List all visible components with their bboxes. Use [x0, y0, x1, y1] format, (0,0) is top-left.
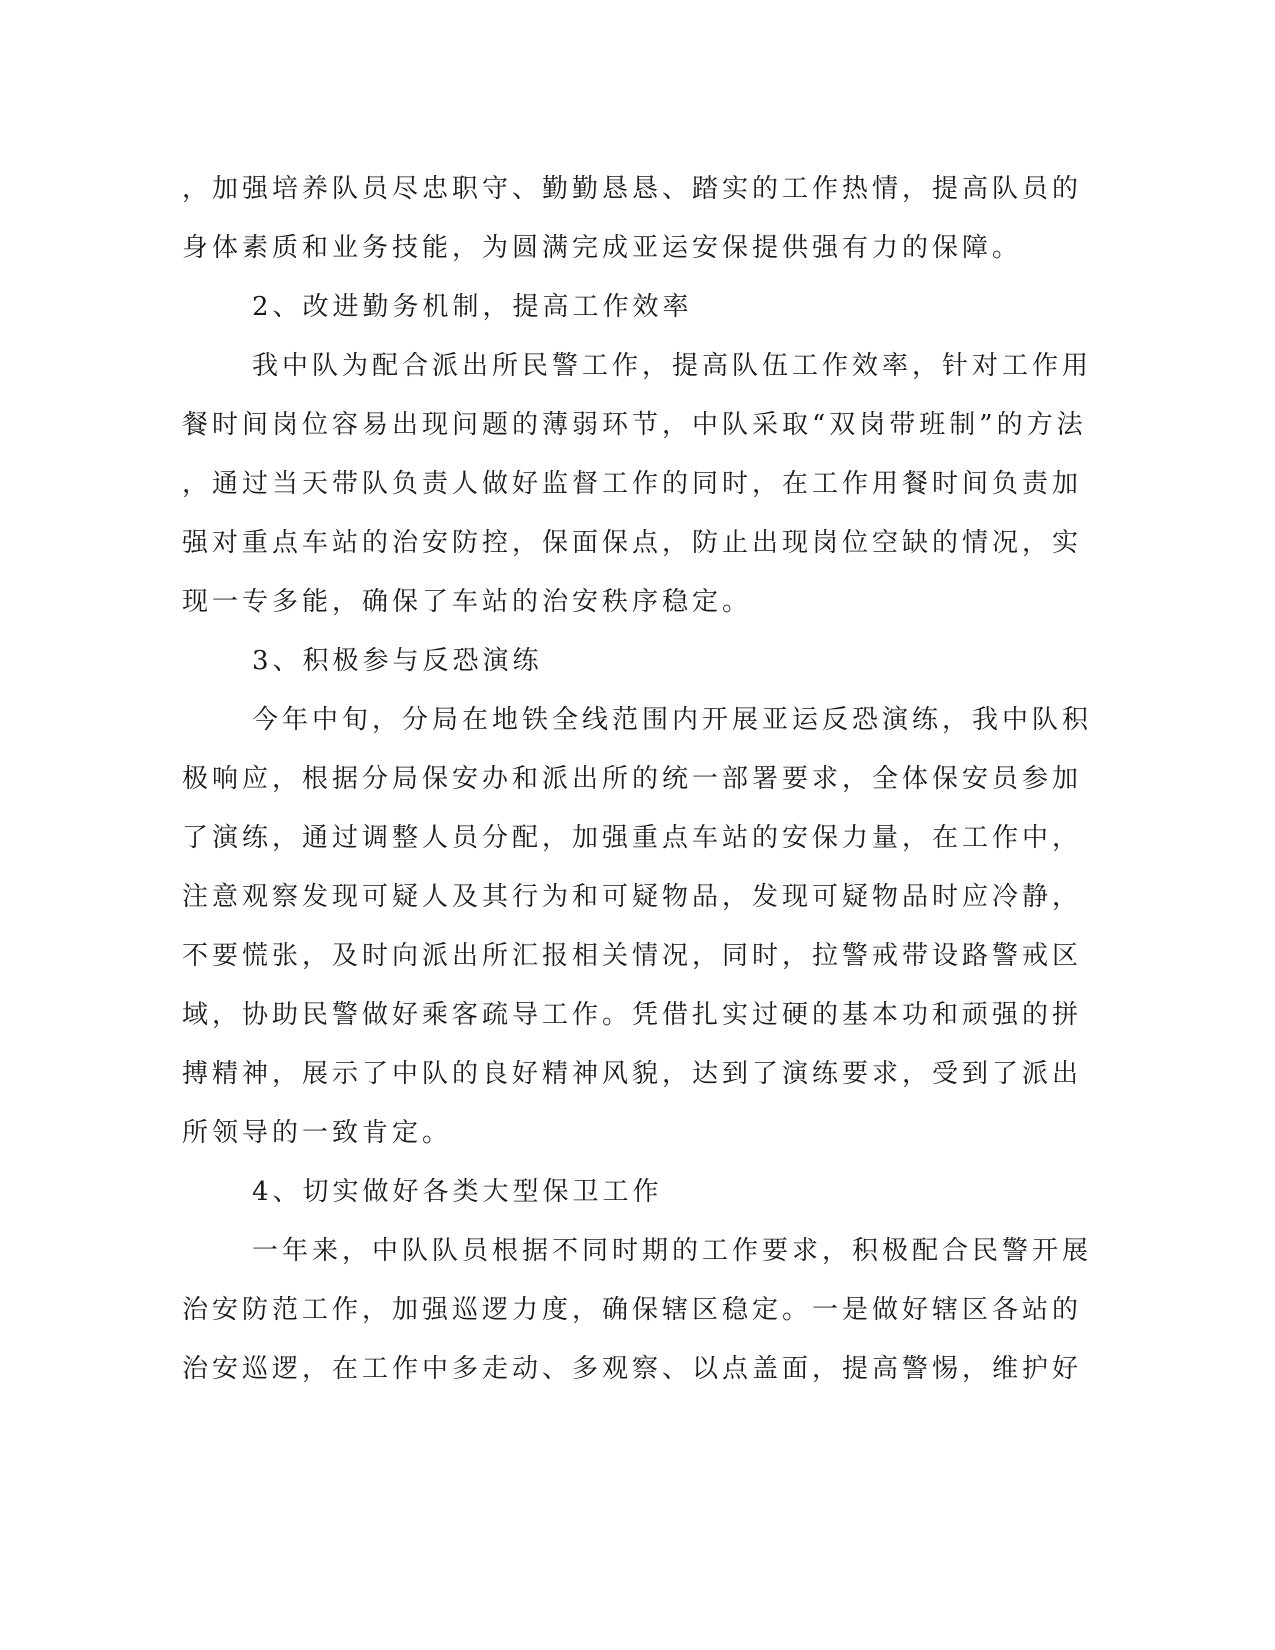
text-line: 极响应，根据分局保安办和派出所的统一部署要求，全体保安员参加 — [182, 764, 1083, 794]
text-line: 域，协助民警做好乘客疏导工作。凭借扎实过硬的基本功和顽强的拼 — [182, 1000, 1083, 1030]
text-line: 一年来，中队队员根据不同时期的工作要求，积极配合民警开展 — [252, 1236, 1093, 1266]
text-line: 强对重点车站的治安防控，保面保点，防止出现岗位空缺的情况，实 — [182, 528, 1083, 558]
text-line: 我中队为配合派出所民警工作，提高队伍工作效率，针对工作用 — [252, 351, 1093, 381]
text-line: ，加强培养队员尽忠职守、勤勤恳恳、踏实的工作热情，提高队员的 — [182, 174, 1083, 204]
text-line: 今年中旬，分局在地铁全线范围内开展亚运反恐演练，我中队积 — [252, 705, 1093, 735]
text-line: 身体素质和业务技能，为圆满完成亚运安保提供强有力的保障。 — [182, 233, 1023, 263]
text-line: 了演练，通过调整人员分配，加强重点车站的安保力量，在工作中， — [182, 823, 1083, 853]
text-line: 治安防范工作，加强巡逻力度，确保辖区稳定。一是做好辖区各站的 — [182, 1295, 1083, 1325]
text-line: 治安巡逻，在工作中多走动、多观察、以点盖面，提高警惕，维护好 — [182, 1354, 1083, 1384]
text-line: 所领导的一致肯定。 — [182, 1118, 453, 1148]
text-line: 注意观察发现可疑人及其行为和可疑物品，发现可疑物品时应冷静， — [182, 882, 1083, 912]
section-heading: 2、改进勤务机制，提高工作效率 — [252, 292, 693, 322]
text-line: ，通过当天带队负责人做好监督工作的同时，在工作用餐时间负责加 — [182, 469, 1083, 499]
text-line: 餐时间岗位容易出现问题的薄弱环节，中队采取“双岗带班制”的方法 — [182, 410, 1087, 440]
section-heading: 3、积极参与反恐演练 — [252, 646, 543, 676]
text-line: 不要慌张，及时向派出所汇报相关情况，同时，拉警戒带设路警戒区 — [182, 941, 1083, 971]
section-heading: 4、切实做好各类大型保卫工作 — [252, 1177, 663, 1207]
document-body — [182, 160, 1093, 1399]
text-line: 搏精神，展示了中队的良好精神风貌，达到了演练要求，受到了派出 — [182, 1059, 1083, 1089]
text-line: 现一专多能，确保了车站的治安秩序稳定。 — [182, 587, 753, 617]
